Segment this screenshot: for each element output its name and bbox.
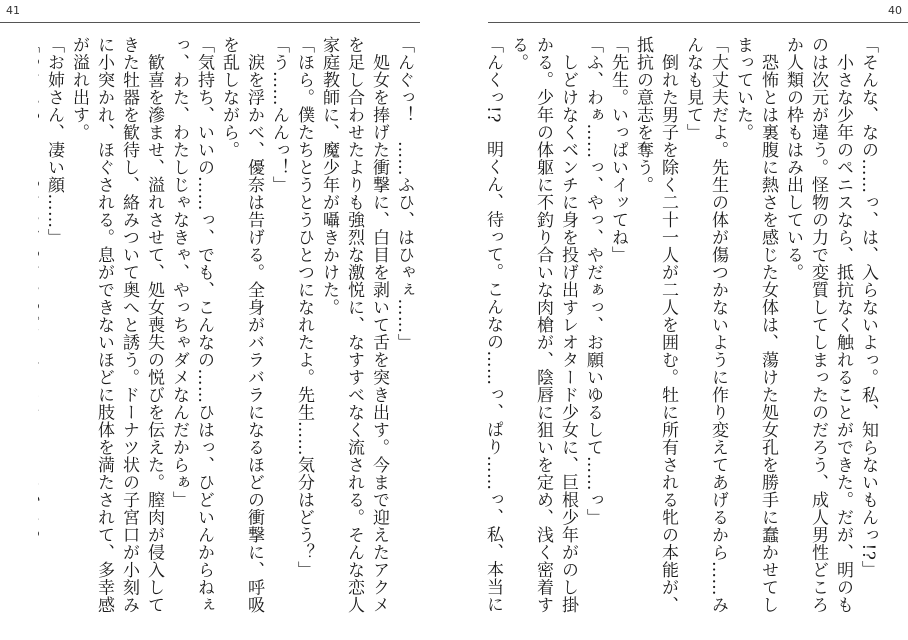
page-number-right: 40 (888, 4, 902, 17)
text-paragraph: 「う……んんっ！」 (269, 36, 289, 194)
text-paragraph: 「んくっ!? 明くん、待って。こんなの……っ、ぱり……っ、私、本当に (483, 36, 503, 613)
header-rule-right (488, 22, 908, 23)
right-page-text (480, 36, 880, 626)
text-paragraph: 処女を捧げた衝撃に、白目を剥いて舌を突き出す。今まで迎えたアクメを足し合わせたよりも強烈な激悦に、なすすべなく流される。そんな恋人家庭教師に、魔少年が囁きかけた。 (319, 36, 389, 614)
text-paragraph: 「んぐっ！ ……ふひ、はひゃぇ……」 (394, 36, 414, 351)
text-paragraph: 「先生。いっぱいイッてね」 (608, 36, 628, 264)
text-paragraph: 「大丈夫だよ。先生の体が傷つかないように作り変えてあげるから……みんなも見て」 (683, 36, 728, 614)
text-paragraph: 歓喜を滲ませ、溢れさせて、処女喪失の悦びを伝えた。膣肉が侵入してきた牡器を歓待し、絡みついて奥へと誘う。ドーナツ状の子宮口が小刻みに小突かれ、ほぐされる。息ができないほどに肢体を満たされて、多幸感が溢れ出す。 (69, 36, 164, 614)
text-paragraph: 「お姉さん、凄い顔……」 (44, 36, 64, 246)
page-number-left: 41 (6, 4, 20, 17)
text-paragraph (38, 36, 41, 626)
text-paragraph: 「ふ、わぁ……っ、やっ、やだぁっ、お願いゆるして……っ」 (583, 36, 603, 526)
text-paragraph: 倒れた男子を除く二十一人が二人を囲む。牡に所有される牝の本能が、抵抗の意志を奪う。 (633, 36, 678, 614)
text-paragraph: 涙を浮かべ、優奈は告げる。全身がバラバラになるほどの衝撃に、呼吸を乱しながら。 (219, 36, 264, 614)
text-paragraph: 小さな少年のペニスなら、抵抗なく触れることができた。だが、明のものは次元が違う。怪物の力で変質してしまったのだろう、成人男性どころか人類の枠もはみ出している。 (783, 36, 853, 614)
text-paragraph: 「そんな、なの……っ、は、入らないよっ。私、知らないもんっ!?」 (858, 36, 878, 578)
text-paragraph: 「気持ち、いいの……っ、でも、こんなの……ひはっ、ひどいんからねぇっ、わた、わたしじゃなきゃ、やっちゃダメなんだからぁ」 (169, 36, 214, 614)
left-page-text (38, 36, 416, 626)
header-rule-left (0, 22, 420, 23)
text-paragraph: 「ほら。僕たちとうとうひとつになれたよ。先生……気分はどう？」 (294, 36, 314, 579)
right-page (454, 0, 908, 640)
text-paragraph: しどけなくベンチに身を投げ出すレオタード少女に、巨根少年がのし掛かる。少年の体躯に不釣り合いな肉槍が、陰唇に狙いを定め、浅く密着する。 (508, 36, 578, 614)
text-paragraph: 恐怖とは裏腹に熱さを感じた女体は、蕩けた処女孔を勝手に蠢かせてしまっていた。 (733, 36, 778, 614)
